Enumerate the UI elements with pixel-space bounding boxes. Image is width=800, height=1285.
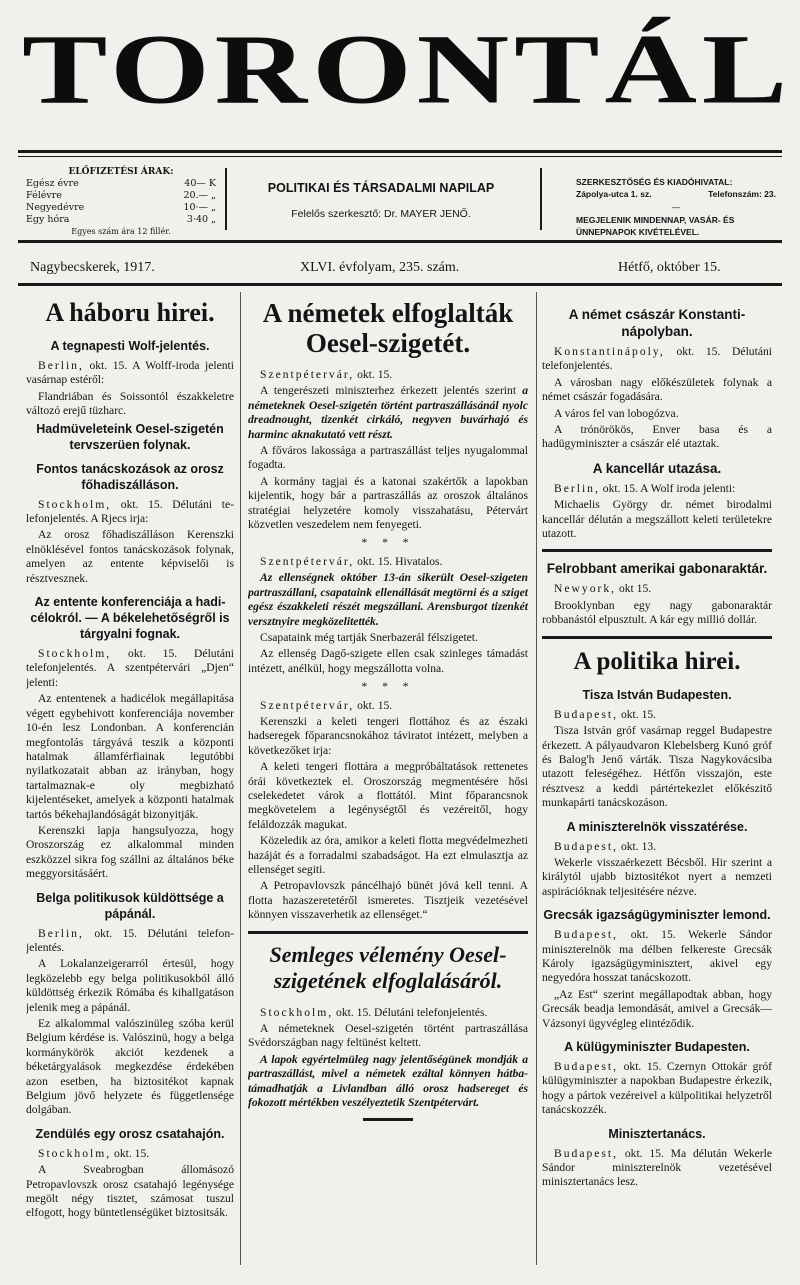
article-paragraph (26, 359, 234, 388)
article-paragraph: A Petropavlovszk páncélhajó bünét jóvá kell tenni. A flotta hazaszeretetéről ismeretes. Tisztjeik vezetésével könnyen visszaverhetik az ellenséget.“ (248, 879, 528, 922)
section-title: A politika hirei. (573, 647, 741, 675)
office-dash: — (671, 202, 681, 212)
paper-type: POLITIKAI ÉS TÁRSADALMI NAPILAP (267, 181, 495, 195)
article-paragraph (542, 345, 772, 374)
section-divider (248, 931, 528, 934)
section-divider (542, 636, 772, 639)
paper-info (236, 180, 526, 220)
article-paragraph: Flandriában és Soissontól északkeletre változó erejű tüzharc. (26, 389, 234, 418)
article-paragraph: A trónörökös, Enver basa és a hadügyminiszter a császár elé utaztak. (542, 423, 772, 451)
office-title: SZERKESZTŐSÉG ÉS KIADÓHIVATAL: (576, 177, 733, 187)
article-title: Az entente konferenciája a hadicélokról. — A békelehetőségről is tárgyalni fognak. (30, 595, 230, 642)
article-text: okt. 15. Hivatalos. (357, 554, 443, 568)
article-paragraph: Tisza István gróf vasárnap reggel Budapestre érkezett. A pályaudvaron Klebelsberg Kunó gróf és Balog'h Jenő várták. Tisza Nagykovácsiba utazott feleségéhez. Hétfőn visszajön, este résztvesz a keddi pártértekezlet előkészitő munkapárti tanácskozáson. (542, 724, 772, 810)
article-title: Tisza István Budapesten. (582, 687, 732, 702)
article-text: okt. 15. A Wolff-iroda jelenti vasárnap estéről: (26, 359, 234, 387)
column-oesel (248, 292, 528, 1285)
article-emphasis: Az ellenségnek október 13-án sikerült Oesel-szigeten partraszállani, csapataink ellenállását megtörni és a sziget egész északkeleti részét megszállani. Arensburgot tizenkét versztnyire megközelitették. (248, 571, 528, 628)
subscription-box (26, 166, 216, 238)
article-paragraph: A városban nagy előkészületek folynak a német császár fogadására. (542, 375, 772, 404)
article-text: okt. 15. (357, 698, 393, 712)
article-paragraph: Az ellenség Dagő-szigete ellen csak szinleges támadást intézett, anélkül, hogy megszállotta volna. (248, 647, 528, 675)
office-phone: Telefonszám: 23. (708, 189, 776, 199)
article-text: okt. 15. Délutáni telefonjelentés. (542, 345, 772, 373)
article-paragraph: Wekerle visszaérkezett Bécsből. Hir szerint a királytól ujabb biztositékot nyert a nemzeti aspirációknak teljesitésére nézve. (542, 855, 772, 898)
article-text: okt. 15. Délutáni telefonjelentés. A szentpétervári „Djen“ jelenti: (26, 647, 234, 689)
article-text: okt. 15. Ma délután Wekerle Sándor miniszterelnök vezetésével minisztertanács lesz. (542, 1146, 772, 1189)
price-row (26, 190, 216, 202)
office-address: Zápolya-utca 1. sz. (576, 189, 652, 199)
article-text: okt. 15. Délutáni telefonjelentés. (336, 1005, 488, 1019)
dateline-place: Berlin, (554, 481, 600, 495)
article-text: okt. 15. A Wolf iroda jelenti: (602, 481, 736, 495)
article-paragraph: „Az Est“ szerint megállapodtak abban, hogy Grecsák beadja lemondását, amivel a Grecsák—Vázsonyi ügyvégleg elintéződik. (542, 987, 772, 1030)
dateline-place: Stockholm, (260, 1005, 334, 1019)
dateline-place: Szentpétervár, (260, 698, 355, 712)
header-divider (540, 168, 542, 230)
article-paragraph (26, 498, 234, 527)
column-war-news (26, 292, 234, 1285)
dateline-place: Newyork, (554, 582, 617, 596)
separator-stars: * * * (361, 536, 415, 550)
article-title: Grecsák igazságügyminiszter lemond. (543, 908, 771, 923)
price-label: Félévre (26, 190, 62, 201)
article-paragraph: Ez alkalommal valószinüleg szóba kerül Belgium kérdése is. Valószinü, hogy a belga kormánykörök akciót kezdenek a béketárgyalások megkezdése érdekében azon esetben, ha biztositékot kapnak Belgium jövő helyzete és függetlensége dolgában. (26, 1017, 234, 1117)
dateline-place: Budapest, (554, 707, 619, 721)
separator-stars: * * * (361, 680, 415, 694)
dateline-place: Konstantinápoly, (554, 345, 665, 358)
article-paragraph (542, 928, 772, 986)
article-title: Belga politikusok küldöttsége a pápánál. (36, 890, 224, 921)
article-paragraph (26, 647, 234, 690)
dateline-day: Hétfő, október 15. (618, 260, 721, 275)
article-title: A kancellár utazása. (592, 460, 722, 476)
article-paragraph: Az ententenek a hadicélok megállapitása végett egybehivott konferenciája november 10-én lesz Londonban. A konferencián megfontolás tárgyává teszik a központi hatalmak államférfiainak legutóbbi nyilatkozatait abban az irányban, hogy tartalmaznak-e oly megbizható kijelentéseket, amelyek a központi hatalmak tartós békehajlandóságát bizonyitják. (26, 692, 234, 821)
article-text: A tengerészeti miniszterhez érkezett jelentés szerint (260, 384, 517, 398)
price-row (26, 202, 216, 214)
article-paragraph (542, 708, 772, 722)
publication-schedule: MEGJELENIK MINDENNAP, VASÁR- ÉS ÜNNEPNAPOK KIVÉTELÉVEL. (576, 215, 735, 237)
article-paragraph (542, 1060, 772, 1118)
dateline-place: Berlin, (38, 926, 84, 940)
article-emphasis: A lapok egyértelmüleg nagy jelentőségünek mondják a partraszállást, mivel a németek ezáltal könnyen hátbatámadhatják a Livlandban álló orosz hadsereget és fokozott mértékben veszélyeztetik Szentpétervárt. (248, 1052, 528, 1110)
article-paragraph: Brooklynban egy nagy gabonaraktár robbanástól elpusztult. A kár egy millió dollár. (542, 598, 772, 627)
column-news (542, 292, 772, 1285)
article-title: Minisztertanács. (608, 1126, 706, 1141)
lead-title: A németek elfoglalták Oesel-szigetét. (262, 298, 514, 358)
article-paragraph: Csapataink még tartják Snerbazerál félszigetet. (260, 630, 478, 644)
article-title: A tegnapesti Wolf-jelentés. (50, 339, 210, 353)
article-text: okt. 15. Délutáni telefonjelentés. A Rjecs irja: (26, 497, 234, 526)
article-paragraph (248, 368, 528, 382)
article-paragraph (248, 699, 528, 713)
article-title: A külügyminiszter Budapesten. (564, 1040, 750, 1054)
dateline-place: Szentpétervár, (260, 554, 355, 568)
article-title: Fontos tanácskozások az orosz főhadiszálláson. (36, 461, 224, 492)
price-row (26, 214, 216, 226)
article-paragraph: Kerenszki a keleti tengeri flottához és az északi hadseregek főparancsnokához táviratot intézett, melyben a következőket irja: (248, 714, 528, 757)
single-copy-price: Egyes szám ára 12 fillér. (71, 227, 171, 236)
article-paragraph (248, 555, 528, 569)
dateline-place: Budapest, (554, 1146, 619, 1160)
dateline-place: Stockholm, (38, 647, 112, 661)
header-divider (225, 168, 227, 230)
article-paragraph (26, 927, 234, 956)
article-text: okt. 15. Wekerle Sándor miniszterelnök ma délben felkereste Grecsák Károly igazságügyminisztert, akivel egy negyedóra hosszat tanácskozott. (542, 928, 772, 985)
article-text: okt. 15. (620, 707, 657, 721)
section-divider (542, 549, 772, 552)
dateline-place: Berlin, (38, 359, 84, 372)
masthead-title: TORONTÁL (22, 13, 793, 125)
article-paragraph: Közeledik az óra, amikor a keleti flotta megvédelmezheti hazáját és a forradalmi szabadságot. Ha ezt elmulasztja az ellenséget segiti. (248, 834, 528, 876)
column-rule (536, 292, 537, 1265)
article-paragraph (248, 384, 528, 442)
article-paragraph: Az orosz főhadiszálláson Kerenszki elnöklésével fontos tanácskozások folynak, amelyen az entente képviselői is résztvesznek. (26, 528, 234, 585)
dateline-place: Szentpétervár, (260, 368, 355, 381)
price-label: Egy hóra (26, 214, 70, 225)
article-text: okt. 15. (357, 368, 393, 381)
price-label: Negyedévre (26, 202, 85, 213)
article-title: A miniszterelnök visszatérése. (566, 819, 748, 834)
article-paragraph (26, 1147, 234, 1161)
article-paragraph (542, 582, 772, 596)
article-text: okt 15. (618, 582, 652, 596)
end-mark (363, 1118, 413, 1121)
article-paragraph (542, 482, 772, 496)
article-paragraph: A Lokalanzeigerarról értesül, hogy legközelebb egy belga politikusokból álló küldöttség érkezik Rómába és kihallgatáson jelenik meg a pápánál. (26, 957, 234, 1014)
article-title: A német császár Konstantinápolyban. (568, 307, 746, 339)
dateline-place: Stockholm, (38, 1146, 112, 1160)
article-paragraph: A Sveabrogban állomásozó Petropavlovszk orosz csatahajó legénysége megölt négy tisztet, számosat tuszul elfogott, hogy büntetlenségüket biztositsák. (26, 1163, 234, 1220)
header-top-rule-thin (18, 156, 782, 157)
price-value: 20.— „ (183, 190, 216, 201)
article-text: okt. 15. Délutáni telefonjelentés. (26, 926, 234, 954)
column-rule (240, 292, 241, 1265)
price-label: Egész évre (26, 178, 79, 189)
header-bottom-rule (18, 240, 782, 243)
article-paragraph: A főváros lakossága a partraszállást teljes nyugalommal fogadta. (248, 444, 528, 472)
dateline-place: Budapest, (554, 1060, 619, 1073)
subscription-title: ELŐFIZETÉSI ÁRAK: (68, 167, 174, 177)
price-value: 3·40 „ (186, 214, 216, 225)
section-title: A háboru hirei. (45, 298, 215, 327)
article-paragraph (248, 1006, 528, 1020)
dateline-place: Stockholm, (38, 497, 112, 511)
article-text: okt. 13. (620, 839, 657, 853)
article-highlight: Hadmüveleteink Oesel-szigetén tervszerüen folynak. (36, 421, 224, 452)
article-title: Zendülés egy orosz csatahajón. (35, 1126, 225, 1141)
article-paragraph: Michaelis György dr. német birodalmi kancellár délután a megszállott keleti területekre utazott. (542, 498, 772, 541)
dateline-place: Budapest, (554, 839, 619, 853)
header-top-rule (18, 150, 782, 153)
article-text: okt. 15. Czernyn Ottokár gróf külügyminiszter a napokban Budapestre érkezik, hogy a pártok vezéreivel a külpolitikai helyzetről tanácskozzék. (542, 1060, 772, 1117)
article-title: Semleges vélemény Oeselszigetének elfoglalásáról. (269, 941, 507, 993)
article-paragraph: A város fel van lobogózva. (554, 406, 679, 420)
office-contact (576, 188, 776, 200)
article-emphasis: a németeknek Oesel-szigetén történt partraszállásánál nyolc dreadnought, tizenkét cirkáló, negyven buvárhajó és harminc aknakutató vett részt. (248, 384, 528, 441)
dateline-rule (18, 283, 782, 286)
article-paragraph (542, 840, 772, 854)
dateline-place: Budapest, (554, 928, 619, 942)
dateline-issue: XLVI. évfolyam, 235. szám. (300, 260, 460, 275)
article-text: okt. 15. (114, 1146, 150, 1160)
price-value: 10·— „ (183, 202, 216, 213)
article-paragraph: A keleti tengeri flottára a megpróbáltatások rettenetes órái következtek el. Oroszország megmentésére hősi cselekedetet várok a flottától. Mint főparancsnok megkövetelem a legénységtől és vezéreitől, hogy feláldozzák magukat. (248, 760, 528, 831)
article-title: Felrobbant amerikai gabonaraktár. (546, 561, 768, 577)
price-row (26, 178, 216, 190)
editor-line: Felelős szerkesztő: Dr. MAYER JENŐ. (291, 208, 471, 220)
article-paragraph: A kormány tagjai és a katonai szakértők a lapokban kijelentik, hogy bár a partraszállás az oroszok általános stratégiai helyzetére komoly visszahatásu, Pétervárt közvetlen veszedelem nem fenyegeti. (248, 474, 528, 532)
dateline-place: Nagybecskerek, 1917. (30, 260, 155, 275)
price-value: 40— K (184, 178, 216, 189)
article-paragraph: A németeknek Oesel-szigetén történt partraszállása Svédországban nagy feltünést keltett. (248, 1022, 528, 1050)
office-box (576, 176, 776, 238)
article-paragraph: Kerenszki lapja hangsulyozza, hogy Oroszország ez alkalommal minden eszközzel sikra fog szállni az általános béke meggyorsitásáért. (26, 823, 234, 881)
article-paragraph (542, 1147, 772, 1190)
